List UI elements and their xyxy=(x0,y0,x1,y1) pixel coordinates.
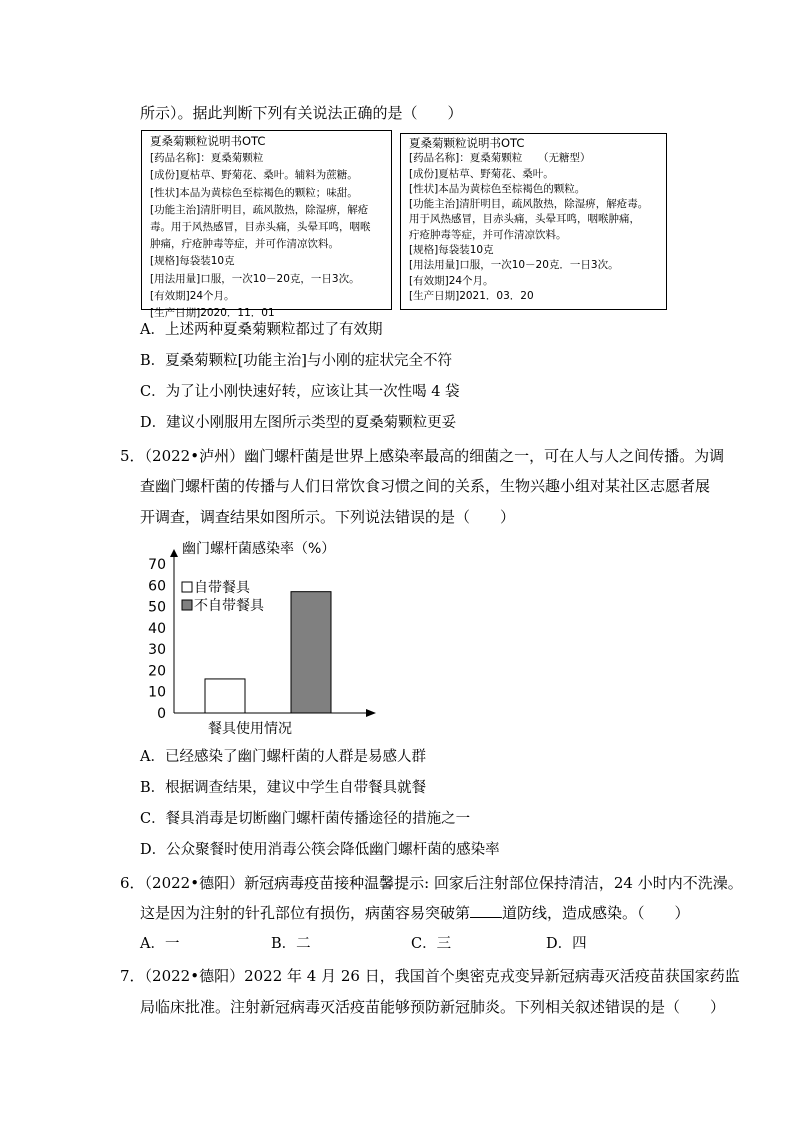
q6-stem-line-2 xyxy=(140,903,690,923)
q4-option-c: C．为了让小刚快速好转，应该让其一次性喝 4 袋 xyxy=(140,384,460,400)
box-line: [用法用量]口服，一次10－20克．一日3次。 xyxy=(409,259,619,272)
q6-option-b: B．二 xyxy=(271,936,311,952)
box-line: [有效期]24个月。 xyxy=(150,289,235,302)
box-line: [生产日期]2020．11．01 xyxy=(150,307,275,320)
y-tick-label: 30 xyxy=(148,642,166,659)
box-line: [性状]本品为黄棕色至棕褐色的颗粒。 xyxy=(409,182,586,195)
box-line: [规格]每袋装10克 xyxy=(150,255,235,268)
box-line: [生产日期]2021．03．20 xyxy=(409,289,534,302)
y-axis-arrow xyxy=(170,549,178,557)
y-tick-label: 20 xyxy=(148,663,166,680)
y-tick-label: 50 xyxy=(148,599,166,616)
legend-label: 不自带餐具 xyxy=(194,598,264,614)
box-line: [功能主治]清肝明目，疏风散热，除湿痹，解疮 xyxy=(150,203,369,216)
q6-stem-line-1: 6．（2022•德阳）新冠病毒疫苗接种温馨提示: 回家后注射部位保持清洁，24 小时内不洗澡。 xyxy=(120,874,743,892)
q6-answer-blank xyxy=(470,903,502,918)
infection-rate-chart xyxy=(140,537,390,742)
chart-title: 幽门螺杆菌感染率（%） xyxy=(182,541,336,557)
legend-swatch xyxy=(182,582,192,592)
q5-stem-line-2: 查幽门螺杆菌的传播与人们日常饮食习惯之间的关系，生物兴趣小组对某社区志愿者展 xyxy=(140,477,711,495)
y-tick-label: 10 xyxy=(148,684,166,701)
q5-option-d: D．公众聚餐时使用消毒公筷会降低幽门螺杆菌的感染率 xyxy=(140,842,500,858)
y-tick-label: 40 xyxy=(148,620,166,637)
box-line: [药品名称]：夏桑菊颗粒 （无糖型） xyxy=(409,152,591,165)
box-line: 肿痛，疔疮肿毒等症，并可作清凉饮料。 xyxy=(150,238,339,251)
q4-option-b: B．夏桑菊颗粒[功能主治]与小刚的症状完全不符 xyxy=(140,353,452,369)
box-line: [药品名称]：夏桑菊颗粒 xyxy=(150,152,264,165)
q4-option-a: A．上述两种夏桑菊颗粒都过了有效期 xyxy=(140,322,383,338)
q7-stem-line-2: 局临床批准。注射新冠病毒灭活疫苗能够预防新冠肺炎。下列相关叙述错误的是（ ） xyxy=(140,998,726,1016)
q7-stem-line-1: 7．（2022•德阳）2022 年 4 月 26 日，我国首个奥密克戎变异新冠病毒灭活疫苗获国家药监 xyxy=(120,967,740,985)
q5-stem-line-1: 5．（2022•泸州）幽门螺杆菌是世界上感染率最高的细菌之一，可在人与人之间传播。为调 xyxy=(120,447,725,465)
legend-swatch xyxy=(182,600,192,610)
q5-option-a: A．已经感染了幽门螺杆菌的人群是易感人群 xyxy=(140,749,426,765)
box-line: 夏桑菊颗粒说明书OTC xyxy=(409,136,525,150)
x-axis-arrow xyxy=(366,709,376,717)
y-tick-label: 70 xyxy=(148,557,166,573)
x-axis-label: 餐具使用情况 xyxy=(208,721,292,737)
box-line: 用于风热感冒，目赤头痛，头晕耳鸣，咽喉肿痛， xyxy=(409,213,640,226)
q5-option-c: C．餐具消毒是切断幽门螺杆菌传播途径的措施之一 xyxy=(140,811,471,827)
q6-option-c: C．三 xyxy=(411,936,452,952)
box-line: [有效期]24个月。 xyxy=(409,274,494,287)
box-line: 疔疮肿毒等症，并可作清凉饮料。 xyxy=(409,228,567,241)
q4-stem-tail: 所示）。据此判断下列有关说法正确的是（ ） xyxy=(140,104,463,122)
q6-option-d: D．四 xyxy=(546,936,587,952)
bar-no-self-utensils xyxy=(291,592,331,713)
q6-option-a: A．一 xyxy=(140,936,180,952)
box-line: 毒。用于风热感冒，目赤头痛，头晕耳鸣，咽喉 xyxy=(150,221,371,234)
q5-option-b: B．根据调查结果，建议中学生自带餐具就餐 xyxy=(140,780,427,796)
right-instruction-box xyxy=(400,133,667,310)
q5-stem-line-3: 开调查，调查结果如图所示。下列说法错误的是（ ） xyxy=(140,508,516,526)
q6-stem-part-2: 道防线，造成感染。（ ） xyxy=(502,904,690,922)
box-line: [规格]每袋装10克 xyxy=(409,244,494,257)
box-line: 夏桑菊颗粒说明书OTC xyxy=(150,134,266,148)
y-tick-label: 60 xyxy=(148,578,166,595)
box-line: [用法用量]口服，一次10－20克，一日3次。 xyxy=(150,272,360,285)
box-line: [成份]夏枯草、野菊花、桑叶。 xyxy=(409,167,554,180)
box-line: [功能主治]清肝明目，疏风散热，除湿痹，解疮毒。 xyxy=(409,198,649,211)
box-line: [成份]夏枯草、野菊花、桑叶。辅料为蔗糖。 xyxy=(150,169,358,182)
left-instruction-box xyxy=(141,130,392,320)
legend-label: 自带餐具 xyxy=(194,580,250,596)
bar-self-utensils xyxy=(205,679,245,713)
box-line: [性状]本品为黄棕色至棕褐色的颗粒；味甜。 xyxy=(150,186,358,199)
q4-option-d: D．建议小刚服用左图所示类型的夏桑菊颗粒更妥 xyxy=(140,415,457,431)
y-tick-label: 0 xyxy=(157,706,166,722)
q6-stem-part-1: 这是因为注射的针孔部位有损伤，病菌容易突破第 xyxy=(140,904,471,922)
